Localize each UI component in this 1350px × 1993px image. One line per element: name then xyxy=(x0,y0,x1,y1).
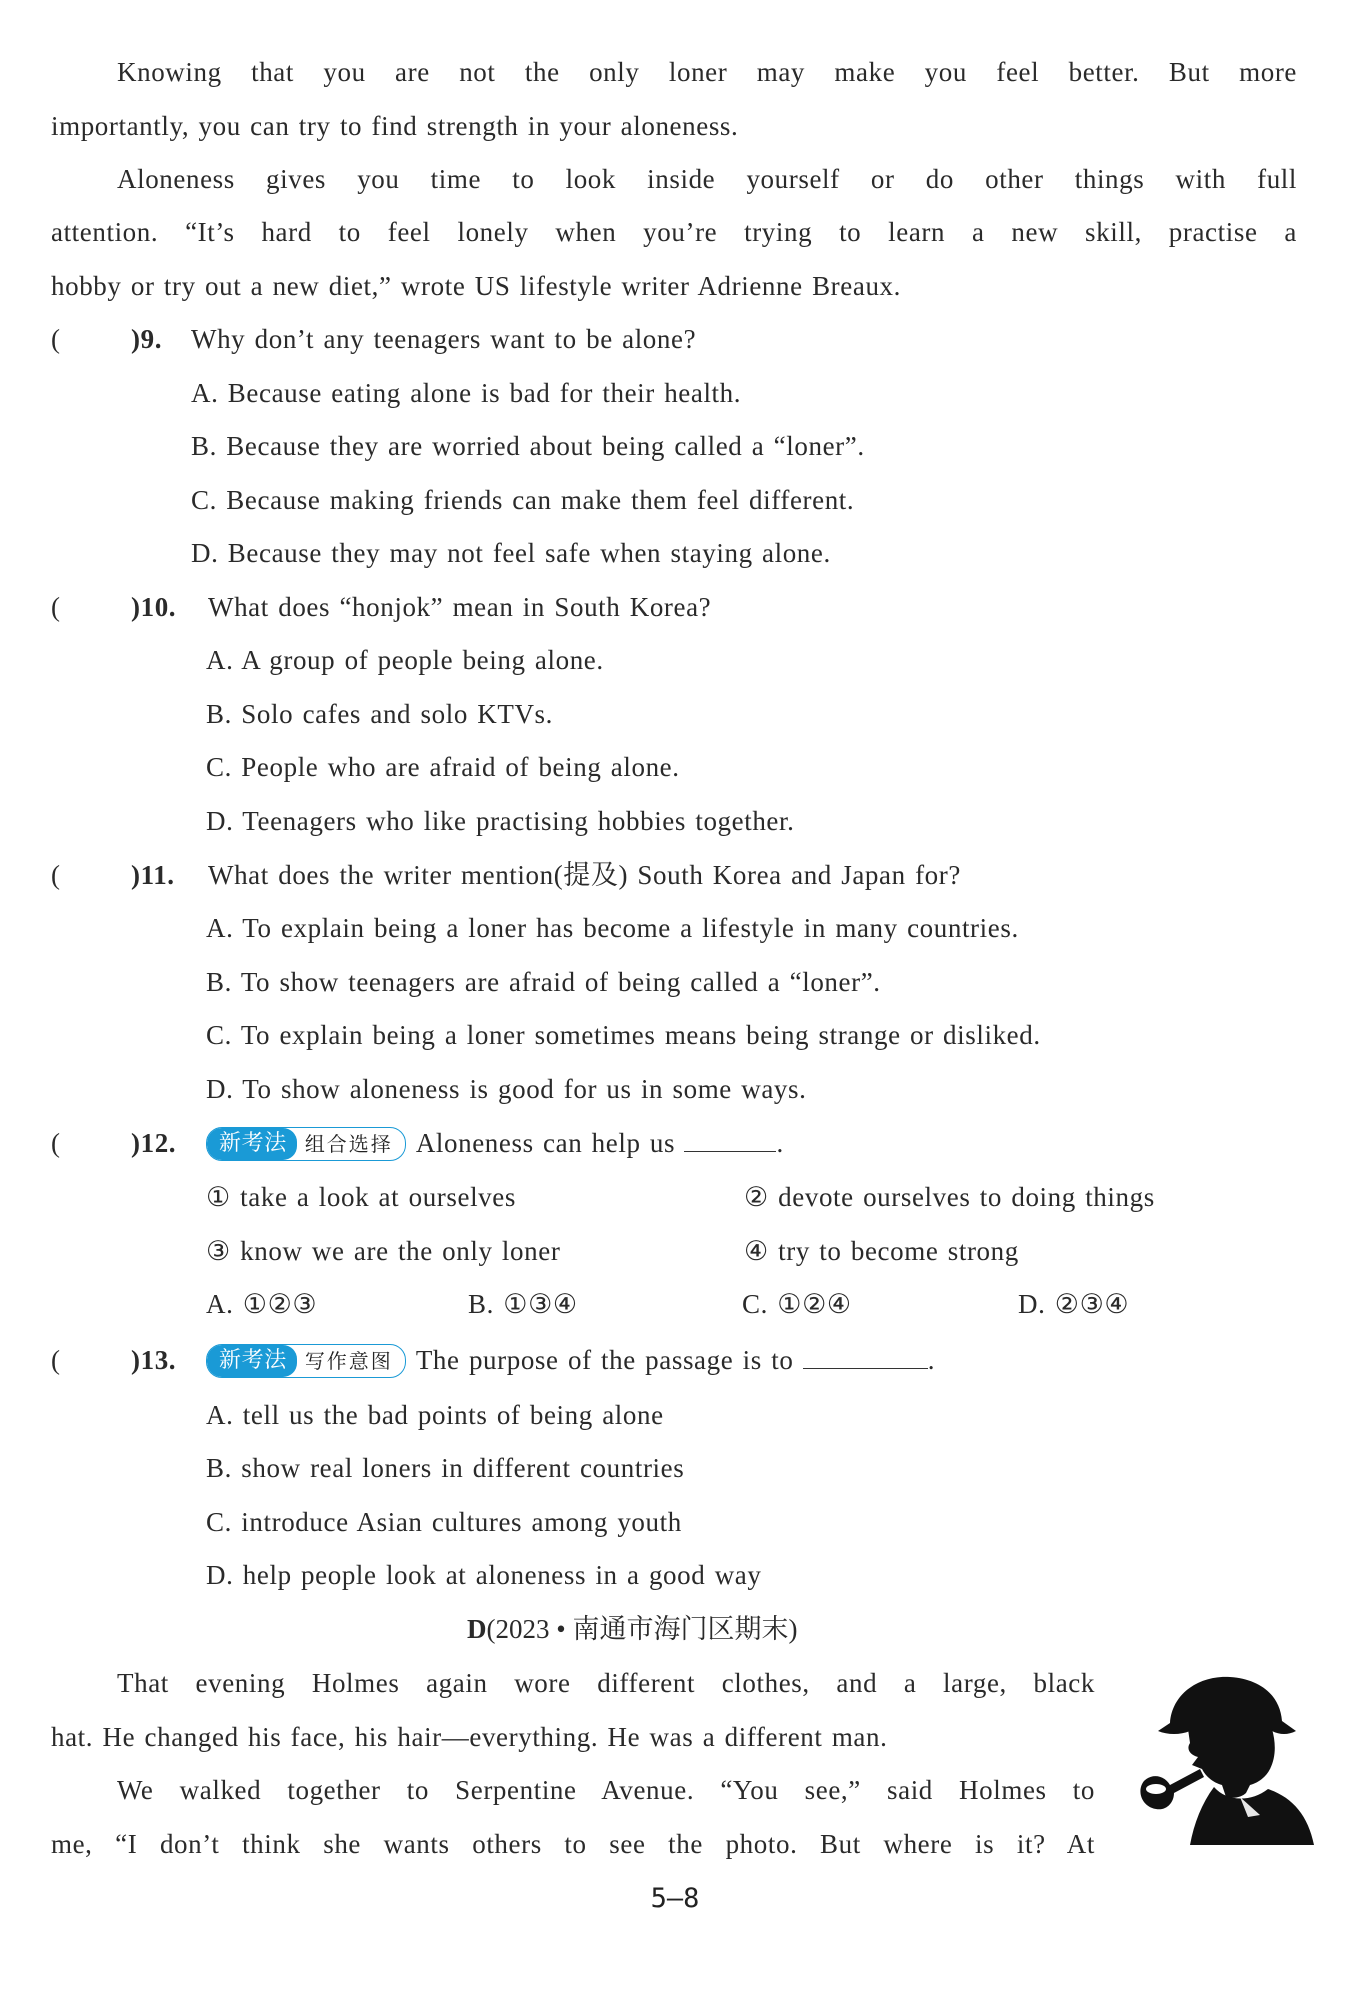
option-9-b[interactable]: B. Because they are worried about being called a “loner”. xyxy=(191,431,865,461)
option-11-d[interactable]: D. To show aloneness is good for us in some ways. xyxy=(206,1074,807,1104)
passage-d-line-2: hat. He changed his face, his hair—everything. He was a different man. xyxy=(51,1722,888,1752)
combo-item-1: ① take a look at ourselves xyxy=(206,1182,516,1212)
question-stem-13-row xyxy=(206,1341,935,1380)
holmes-silhouette-illustration xyxy=(1130,1665,1315,1845)
option-10-b[interactable]: B. Solo cafes and solo KTVs. xyxy=(206,699,554,729)
question-number-10: )10. xyxy=(131,592,177,622)
option-12-c[interactable]: C. ①②④ xyxy=(742,1289,852,1319)
answer-paren-12[interactable]: ( xyxy=(51,1128,60,1158)
badge-label-main: 新考法 xyxy=(207,1128,297,1160)
question-number-11: )11. xyxy=(131,860,175,890)
option-12-a[interactable]: A. ①②③ xyxy=(206,1289,318,1319)
question-number-9: )9. xyxy=(131,324,163,354)
question-stem-12-row xyxy=(206,1124,784,1163)
new-exam-type-badge-13 xyxy=(206,1344,406,1378)
option-10-c[interactable]: C. People who are afraid of being alone. xyxy=(206,752,680,782)
question-stem-13: The purpose of the passage is to xyxy=(415,1345,794,1375)
answer-paren-13[interactable]: ( xyxy=(51,1345,60,1375)
badge-label-sub: 写作意图 xyxy=(304,1348,393,1373)
new-exam-type-badge-12 xyxy=(206,1127,406,1161)
badge-label-sub: 组合选择 xyxy=(304,1131,393,1156)
answer-paren-10[interactable]: ( xyxy=(51,592,60,622)
option-11-a[interactable]: A. To explain being a loner has become a lifestyle in many countries. xyxy=(206,913,1019,943)
passage-c-paragraph-1-line-1: Knowing that you are not the only loner may make you feel better. But more xyxy=(117,57,1297,87)
page-number: 5—8 xyxy=(650,1883,700,1914)
option-10-a[interactable]: A. A group of people being alone. xyxy=(206,645,604,675)
option-11-b[interactable]: B. To show teenagers are afraid of being called a “loner”. xyxy=(206,967,881,997)
combo-item-2: ② devote ourselves to doing things xyxy=(744,1182,1155,1212)
option-13-a[interactable]: A. tell us the bad points of being alone xyxy=(206,1400,664,1430)
badge-label-main: 新考法 xyxy=(207,1345,297,1377)
passage-c-paragraph-2-line-1: Aloneness gives you time to look inside yourself or do other things with full xyxy=(117,164,1297,194)
question-stem-10: What does “honjok” mean in South Korea? xyxy=(208,592,712,622)
passage-d-label: D xyxy=(467,1614,487,1644)
option-10-d[interactable]: D. Teenagers who like practising hobbies together. xyxy=(206,806,795,836)
stem-end-12: . xyxy=(776,1128,784,1158)
answer-blank-12[interactable] xyxy=(684,1125,776,1152)
option-9-c[interactable]: C. Because making friends can make them feel different. xyxy=(191,485,855,515)
passage-d-line-4: me, “I don’t think she wants others to see the photo. But where is it? At xyxy=(51,1829,1095,1859)
combo-item-3: ③ know we are the only loner xyxy=(206,1236,561,1266)
option-12-d[interactable]: D. ②③④ xyxy=(1018,1289,1130,1319)
answer-blank-13[interactable] xyxy=(803,1342,928,1369)
passage-d-source: (2023 • 南通市海门区期末) xyxy=(486,1614,798,1644)
option-11-c[interactable]: C. To explain being a loner sometimes means being strange or disliked. xyxy=(206,1020,1041,1050)
option-9-a[interactable]: A. Because eating alone is bad for their health. xyxy=(191,378,742,408)
passage-c-paragraph-2-line-3: hobby or try out a new diet,” wrote US lifestyle writer Adrienne Breaux. xyxy=(51,271,901,301)
option-13-b[interactable]: B. show real loners in different countries xyxy=(206,1453,685,1483)
question-stem-11: What does the writer mention(提及) South Korea and Japan for? xyxy=(208,860,961,890)
question-number-12: )12. xyxy=(131,1128,177,1158)
option-13-c[interactable]: C. introduce Asian cultures among youth xyxy=(206,1507,682,1537)
passage-d-line-3: We walked together to Serpentine Avenue. “You see,” said Holmes to xyxy=(117,1775,1095,1805)
option-9-d[interactable]: D. Because they may not feel safe when staying alone. xyxy=(191,538,831,568)
option-13-d[interactable]: D. help people look at aloneness in a good way xyxy=(206,1560,762,1590)
stem-end-13: . xyxy=(927,1345,936,1375)
passage-c-paragraph-1-line-2: importantly, you can try to find strength in your aloneness. xyxy=(51,111,739,141)
answer-paren-9[interactable]: ( xyxy=(51,324,60,354)
passage-d-line-1: That evening Holmes again wore different clothes, and a large, black xyxy=(117,1668,1095,1698)
passage-d-heading xyxy=(467,1610,797,1648)
passage-c-paragraph-2-line-2: attention. “It’s hard to feel lonely when you’re trying to learn a new skill, practise a xyxy=(51,217,1297,247)
combo-item-4: ④ try to become strong xyxy=(744,1236,1019,1266)
question-stem-9: Why don’t any teenagers want to be alone? xyxy=(191,324,697,354)
option-12-b[interactable]: B. ①③④ xyxy=(468,1289,578,1319)
question-stem-12: Aloneness can help us xyxy=(415,1128,676,1158)
answer-paren-11[interactable]: ( xyxy=(51,860,60,890)
question-number-13: )13. xyxy=(131,1345,177,1375)
